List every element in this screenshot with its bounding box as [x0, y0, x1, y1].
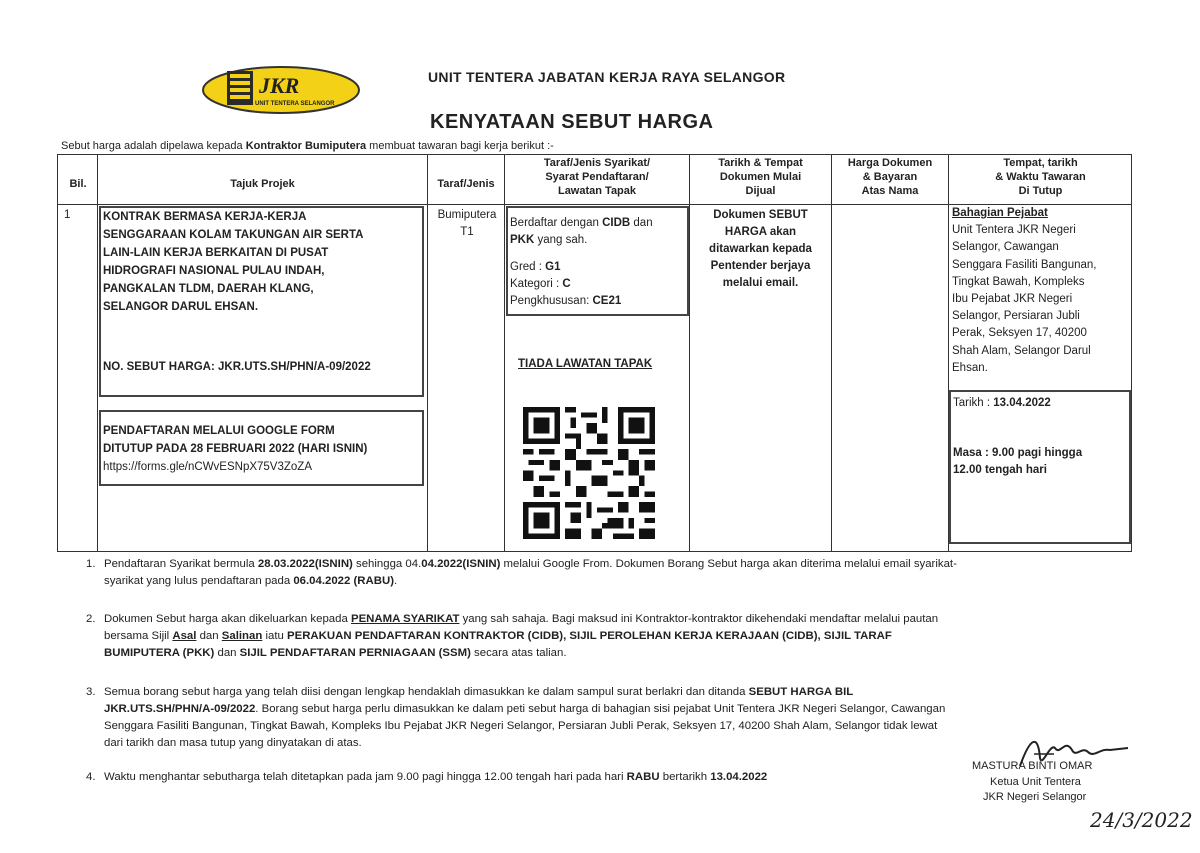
header-tarikh: Tarikh & Tempat Dokumen Mulai Dijual: [718, 157, 803, 197]
header-tempat: Tempat, tarikh & Waktu Tawaran Di Tutup: [995, 157, 1086, 197]
registration-info: PENDAFTARAN MELALUI GOOGLE FORM DITUTUP PADA 28 FEBRUARI 2022 (HARI ISNIN): [103, 425, 368, 455]
grade-info: Gred : G1 Kategori : C Pengkhususan: CE21: [510, 261, 622, 307]
document-title: KENYATAAN SEBUT HARGA: [430, 111, 714, 133]
site-visit-note: TIADA LAWATAN TAPAK: [518, 358, 653, 370]
document-sale-info: Dokumen SEBUT HARGA akan ditawarkan kepada Pentender berjaya melalui email.: [709, 209, 812, 289]
note-3: 3. Semua borang sebut harga yang telah diisi dengan lengkap hendaklah dimasukkan ke dalam sampul surat berlakri dan ditanda SEBUT HARGA BIL JKR.UTS.SH/PHN/A-09/2022. Borang sebut harga perlu dimasukkan ke dalam peti sebut harga di bahagian sisi pejabat Unit Tentera JKR Negeri Selangor, Cawangan Senggara Fasiliti Bangunan, Tingkat Bawah, Kompleks Ibu Pejabat JKR Negeri Selangor, Persiaran Jubli Perak, Seksyen 17, 40200 Shah Alam, Selangor tidak lewat dari tarikh dan masa tutup yang dinyatakan di atas.: [86, 686, 946, 749]
header-tajuk: Tajuk Projek: [230, 178, 295, 190]
org-title: UNIT TENTERA JABATAN KERJA RAYA SELANGOR: [428, 69, 786, 85]
signatory-name: MASTURA BINTI OMAR: [972, 760, 1093, 772]
table-divider: [689, 154, 690, 552]
closing-time: Masa : 9.00 pagi hingga 12.00 tengah hari: [953, 447, 1083, 476]
note-2: 2. Dokumen Sebut harga akan dikeluarkan kepada PENAMA SYARIKAT yang sah sahaja. Bagi maksud ini Kontraktor-kontraktor dikehendaki mendaftar melalui pautan bersama Sijil Asal dan Salinan iatu PERAKUAN PENDAFTARAN KONTRAKTOR (CIDB), SIJIL PEROLEHAN KERJA KERAJAAN (CIDB), SIJIL TARAF BUMIPUTERA (PKK) dan SIJIL PENDAFTARAN PERNIAGAAN (SSM) secara atas talian.: [86, 613, 939, 659]
table-divider: [427, 154, 428, 552]
header-taraf: Taraf/Jenis: [437, 178, 495, 190]
signatory-department: JKR Negeri Selangor: [983, 791, 1087, 803]
logo-subtext: UNIT TENTERA SELANGOR: [255, 101, 335, 107]
closing-date: Tarikh : 13.04.2022: [953, 397, 1051, 409]
table-divider: [831, 154, 832, 552]
quotation-number: NO. SEBUT HARGA: JKR.UTS.SH/PHN/A-09/2022: [103, 361, 371, 373]
qr-code[interactable]: [522, 407, 656, 539]
signatory-title: Ketua Unit Tentera: [990, 776, 1081, 788]
row-number: 1: [64, 209, 71, 221]
header-syarat: Taraf/Jenis Syarikat/ Syarat Pendaftaran/ Lawatan Tapak: [543, 157, 651, 197]
jkr-logo: [201, 65, 361, 115]
taraf-value: Bumiputera T1: [437, 209, 497, 238]
project-title: KONTRAK BERMASA KERJA-KERJA SENGGARAAN KOLAM TAKUNGAN AIR SERTA LAIN-LAIN KERJA BERKAITAN DI PUSAT HIDROGRAFI NASIONAL PULAU INDAH, PANGKALAN TLDM, DAERAH KLANG, SELANGOR DARUL EHSAN.: [103, 211, 364, 313]
intro-text: Sebut harga adalah dipelawa kepada Kontraktor Bumiputera membuat tawaran bagi kerja berikut :-: [61, 140, 554, 152]
closing-place: Bahagian Pejabat Unit Tentera JKR Negeri Selangor, Cawangan Senggara Fasiliti Bangunan, Tingkat Bawah, Kompleks Ibu Pejabat JKR Negeri Selangor, Persiaran Jubli Perak, Seksyen 17, 40200 Shah Alam, Selangor Darul Ehsan.: [952, 207, 1097, 374]
requirements-text: Berdaftar dengan CIDB dan PKK yang sah.: [510, 217, 653, 246]
logo-text: JKR: [259, 73, 300, 98]
registration-link[interactable]: https://forms.gle/nCWvESNpX75V3ZoZA: [103, 461, 312, 473]
header-bil: Bil.: [69, 178, 87, 190]
signature-date: 24/3/2022: [1090, 808, 1193, 832]
header-harga: Harga Dokumen & Bayaran Atas Nama: [847, 157, 933, 197]
note-4: 4. Waktu menghantar sebutharga telah ditetapkan pada jam 9.00 pagi hingga 12.00 tengah hari pada hari RABU bertarikh 13.04.2022: [86, 771, 768, 783]
note-1: 1. Pendaftaran Syarikat bermula 28.03.2022(ISNIN) sehingga 04.04.2022(ISNIN) melalui Google From. Dokumen Borang Sebut harga akan diterima melalui email syarikat- syarikat yang lulus pendaftaran pada 06.04.2022 (RABU).: [86, 558, 957, 587]
